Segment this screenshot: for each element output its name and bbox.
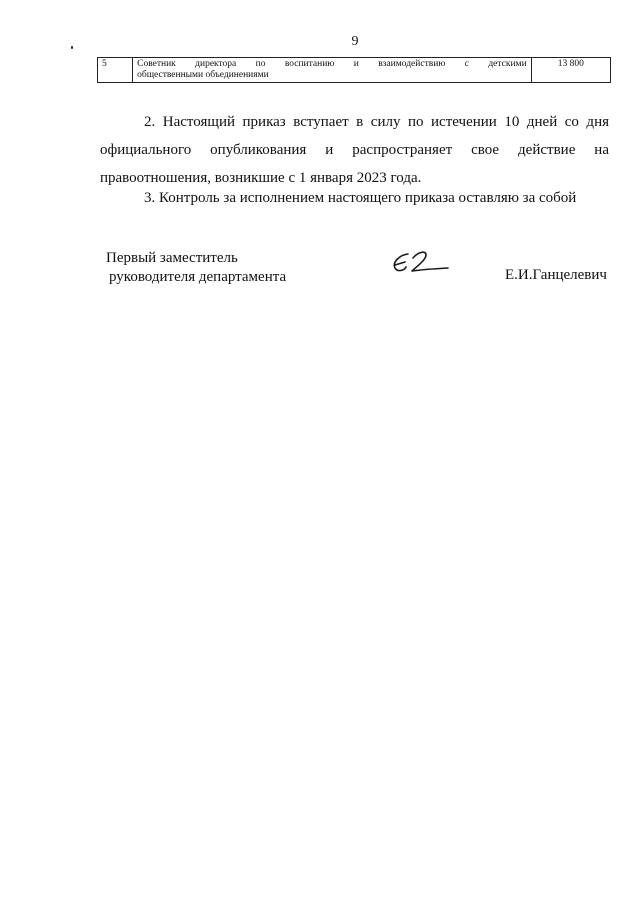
row-number-cell: 5: [98, 58, 133, 83]
handwritten-signature: [386, 246, 452, 280]
position-text-line-1: Советник директора по воспитанию и взаимодействию с детскими: [137, 59, 527, 69]
signatory-title: [106, 249, 286, 287]
paragraph-control: 3. Контроль за исполнением настоящего приказа оставляю за собой: [144, 190, 577, 206]
signatory-title-line-1: Первый заместитель: [106, 250, 238, 266]
position-text-line-2: общественными объединениями: [137, 70, 269, 80]
scan-speck: [71, 46, 73, 49]
signatory-title-line-2: руководителя департамента: [109, 269, 287, 285]
salary-table: [97, 57, 611, 83]
paragraph-effective-date: [100, 108, 609, 192]
paragraph-2-line-3: правоотношения, возникшие с 1 января 2023 года.: [100, 170, 422, 186]
paragraph-2-line-1: 2. Настоящий приказ вступает в силу по истечении 10 дней со дня: [144, 114, 609, 130]
table-row: [98, 58, 611, 83]
position-cell: [133, 58, 532, 83]
signatory-name: Е.И.Ганцелевич: [505, 267, 607, 283]
salary-cell: 13 800: [531, 58, 610, 83]
paragraph-2-line-2: официального опубликования и распространяет свое действие на: [100, 142, 609, 158]
page-number: 9: [351, 34, 359, 49]
